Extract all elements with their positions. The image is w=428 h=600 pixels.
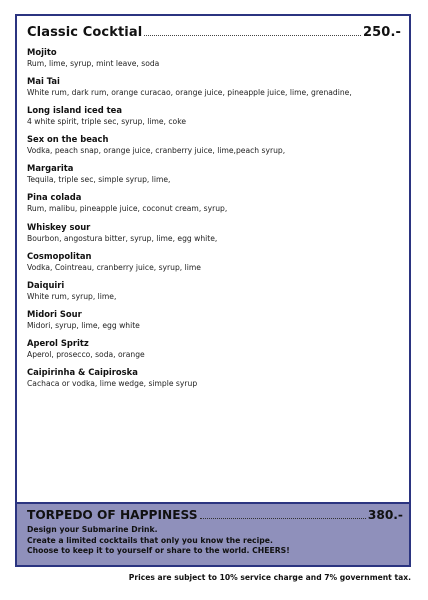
item-name: Mai Tai [27,76,60,87]
item-name: Whiskey sour [27,221,91,232]
menu-item [27,251,403,279]
cocktail-list [27,46,403,395]
menu-item [27,134,403,162]
item-name: Pina colada [27,192,82,203]
menu-item [27,76,403,104]
menu-item [27,163,403,191]
menu-item [27,309,403,337]
promo-price: 380.- [367,508,403,522]
menu-item [27,280,403,308]
promo-panel [17,502,409,565]
item-name: Cosmopolitan [27,250,92,261]
section-price: 250.- [363,25,401,40]
item-description: White rum, dark rum, orange curacao, orange juice, pineapple juice, lime, grenadine, [27,88,352,98]
dot-leader [144,34,361,36]
item-description: Bourbon, angostura bitter, syrup, lime, egg white, [27,233,218,243]
menu-item [27,105,403,133]
menu-item [27,222,403,250]
item-name: Aperol Spritz [27,337,89,348]
item-description: Rum, malibu, pineapple juice, coconut cream, syrup, [27,204,228,214]
item-description: Cachaca or vodka, lime wedge, simple syrup [27,379,198,389]
dot-leader [200,517,366,519]
item-description: White rum, syrup, lime, [27,291,117,301]
item-name: Daiquiri [27,279,65,290]
menu-item [27,338,403,366]
menu-item [27,47,403,75]
item-description: Aperol, prosecco, soda, orange [27,349,145,359]
menu-item [27,367,403,395]
item-name: Midori Sour [27,308,82,319]
promo-line: Choose to keep it to yourself or share to the world. CHEERS! [27,546,290,555]
item-description: Midori, syrup, lime, egg white [27,320,140,330]
promo-header [27,508,403,522]
price-footnote: Prices are subject to 10% service charge and 7% government tax. [128,573,411,582]
menu-item [27,192,403,220]
item-description: Rum, lime, syrup, mint leave, soda [27,59,160,68]
item-description: Tequila, triple sec, simple syrup, lime, [27,175,171,185]
item-description: Vodka, Cointreau, cranberry juice, syrup, lime [27,262,201,272]
promo-line: Create a limited cocktails that only you know the recipe. [27,535,273,545]
item-description: Vodka, peach snap, orange juice, cranberry juice, lime,peach syrup, [27,146,286,156]
item-name: Mojito [27,47,57,57]
item-description: 4 white spirit, triple sec, syrup, lime, coke [27,117,186,127]
item-name: Caipirinha & Caipiroska [27,367,138,378]
section-header [27,25,401,40]
promo-description [27,525,290,557]
item-name: Sex on the beach [27,134,109,145]
promo-line: Design your Submarine Drink. [27,525,158,534]
menu-frame [15,14,411,567]
section-title: Classic Cocktial [27,25,143,40]
promo-title: TORPEDO OF HAPPINESS [27,508,198,522]
item-name: Margarita [27,163,74,174]
item-name: Long island iced tea [27,105,122,116]
